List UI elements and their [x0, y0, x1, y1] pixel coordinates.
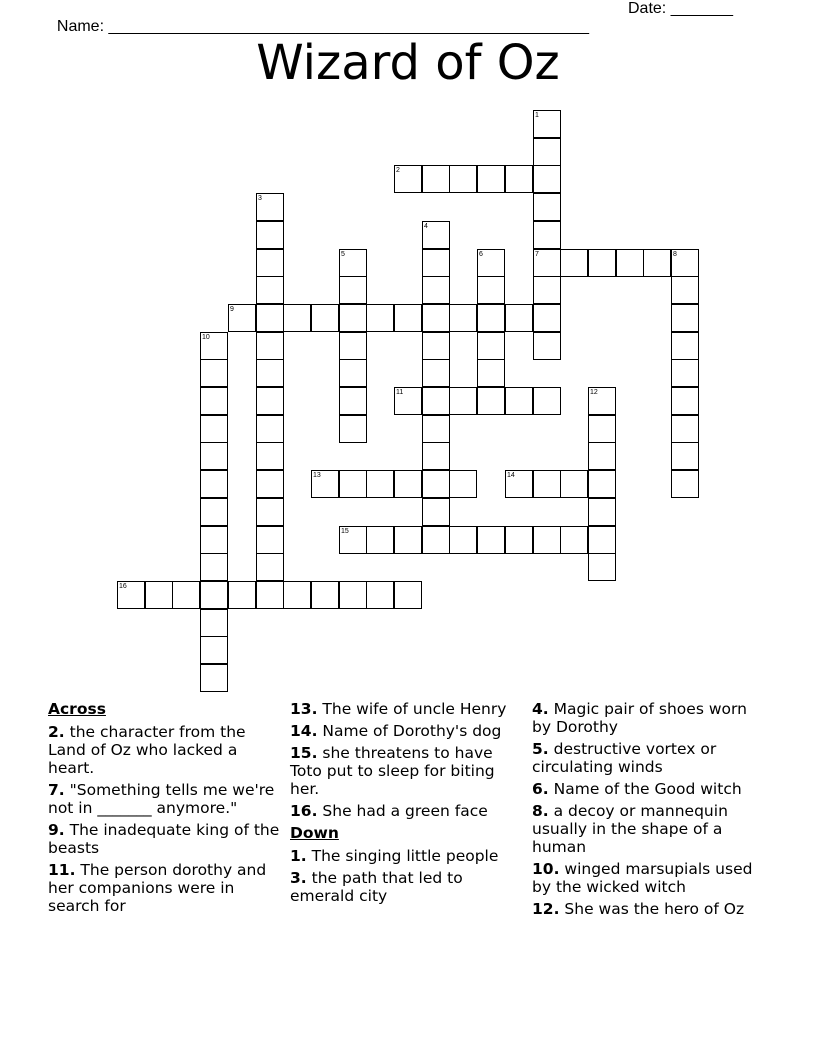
clue-across-7: 7. "Something tells me we're not in _______ anymore." [48, 781, 275, 817]
grid-cell[interactable] [339, 276, 367, 304]
grid-cell[interactable] [422, 304, 450, 332]
grid-cell[interactable] [200, 332, 228, 360]
grid-cell[interactable] [477, 526, 505, 554]
grid-cell[interactable] [394, 581, 422, 609]
grid-cell[interactable] [339, 415, 367, 443]
grid-cell[interactable] [422, 165, 450, 193]
clue-number: 10 [202, 334, 210, 341]
grid-cell[interactable] [200, 387, 228, 415]
grid-cell[interactable] [256, 526, 284, 554]
grid-cell[interactable] [256, 581, 284, 609]
clue-across-11: 11. The person dorothy and her companions were in search for [48, 861, 267, 915]
clue-column-3 [532, 700, 768, 922]
clue-down-12: 12. She was the hero of Oz [532, 900, 745, 918]
grid-cell[interactable] [422, 387, 450, 415]
grid-cell[interactable] [449, 304, 477, 332]
grid-cell[interactable] [560, 470, 588, 498]
grid-cell[interactable] [339, 332, 367, 360]
grid-cell[interactable] [366, 304, 394, 332]
grid-cell[interactable] [533, 165, 561, 193]
grid-cell[interactable] [422, 498, 450, 526]
grid-cell[interactable] [311, 304, 339, 332]
grid-cell[interactable] [172, 581, 200, 609]
grid-cell[interactable] [477, 165, 505, 193]
grid-cell[interactable] [283, 581, 311, 609]
grid-cell[interactable] [505, 304, 533, 332]
clue-number: 11 [396, 389, 404, 396]
grid-cell[interactable] [200, 470, 228, 498]
grid-cell[interactable] [422, 221, 450, 249]
grid-cell[interactable] [560, 249, 588, 277]
clue-across-9: 9. The inadequate king of the beasts [48, 821, 280, 857]
clue-number: 4 [424, 223, 428, 230]
clue-across-15: 15. she threatens to have Toto put to sleep for biting her. [290, 744, 495, 798]
clue-number: 6 [479, 251, 483, 258]
grid-cell[interactable] [145, 581, 173, 609]
grid-cell[interactable] [533, 193, 561, 221]
grid-cell[interactable] [256, 498, 284, 526]
down-heading: Down [290, 824, 339, 842]
grid-cell[interactable] [394, 526, 422, 554]
grid-cell[interactable] [256, 442, 284, 470]
grid-cell[interactable] [643, 249, 671, 277]
clue-down-3: 3. the path that led to emerald city [290, 869, 463, 905]
grid-cell[interactable] [366, 526, 394, 554]
clue-across-16: 16. She had a green face [290, 802, 488, 820]
name-field: Name: ______________________________________________________ [56, 18, 589, 35]
grid-cell[interactable] [339, 581, 367, 609]
clue-number: 9 [230, 306, 234, 313]
grid-cell[interactable] [533, 387, 561, 415]
grid-cell[interactable] [339, 249, 367, 277]
grid-cell[interactable] [505, 526, 533, 554]
grid-cell[interactable] [283, 304, 311, 332]
clue-number: 8 [673, 251, 677, 258]
grid-cell[interactable] [256, 553, 284, 581]
grid-cell[interactable] [256, 221, 284, 249]
grid-cell[interactable] [588, 498, 616, 526]
grid-cell[interactable] [671, 470, 699, 498]
clue-across-13: 13. The wife of uncle Henry [290, 700, 507, 718]
grid-cell[interactable] [256, 415, 284, 443]
across-heading: Across [48, 700, 106, 718]
grid-cell[interactable] [394, 304, 422, 332]
clue-number: 16 [119, 583, 127, 590]
grid-cell[interactable] [394, 165, 422, 193]
grid-cell[interactable] [256, 193, 284, 221]
grid-cell[interactable] [256, 332, 284, 360]
grid-cell[interactable] [560, 526, 588, 554]
grid-cell[interactable] [533, 138, 561, 166]
grid-cell[interactable] [394, 387, 422, 415]
grid-cell[interactable] [256, 470, 284, 498]
clue-number: 2 [396, 167, 400, 174]
grid-cell[interactable] [200, 442, 228, 470]
grid-cell[interactable] [477, 387, 505, 415]
clue-column-2 [290, 700, 526, 909]
grid-cell[interactable] [256, 249, 284, 277]
grid-cell[interactable] [588, 387, 616, 415]
grid-cell[interactable] [533, 110, 561, 138]
grid-cell[interactable] [449, 526, 477, 554]
grid-cell[interactable] [200, 664, 228, 692]
grid-cell[interactable] [477, 249, 505, 277]
clue-number: 15 [341, 528, 349, 535]
grid-cell[interactable] [339, 359, 367, 387]
grid-cell[interactable] [477, 359, 505, 387]
clue-number: 5 [341, 251, 345, 258]
grid-cell[interactable] [477, 332, 505, 360]
grid-cell[interactable] [588, 415, 616, 443]
grid-cell[interactable] [505, 387, 533, 415]
grid-cell[interactable] [256, 387, 284, 415]
clue-down-1: 1. The singing little people [290, 847, 499, 865]
grid-cell[interactable] [671, 304, 699, 332]
grid-cell[interactable] [671, 249, 699, 277]
grid-cell[interactable] [422, 526, 450, 554]
grid-cell[interactable] [422, 276, 450, 304]
grid-cell[interactable] [422, 332, 450, 360]
clue-number: 1 [535, 112, 539, 119]
grid-cell[interactable] [422, 359, 450, 387]
clue-number: 13 [313, 472, 321, 479]
grid-cell[interactable] [533, 332, 561, 360]
grid-cell[interactable] [311, 470, 339, 498]
grid-cell[interactable] [588, 249, 616, 277]
grid-cell[interactable] [533, 526, 561, 554]
grid-cell[interactable] [671, 387, 699, 415]
grid-cell[interactable] [533, 221, 561, 249]
grid-cell[interactable] [588, 442, 616, 470]
grid-cell[interactable] [200, 359, 228, 387]
grid-cell[interactable] [200, 609, 228, 637]
grid-cell[interactable] [671, 276, 699, 304]
date-field: Date: _______ [628, 0, 733, 17]
clue-down-6: 6. Name of the Good witch [532, 780, 742, 798]
grid-cell[interactable] [422, 470, 450, 498]
grid-cell[interactable] [394, 470, 422, 498]
clue-across-2: 2. the character from the Land of Oz who lacked a heart. [48, 723, 246, 777]
grid-cell[interactable] [533, 304, 561, 332]
grid-cell[interactable] [671, 332, 699, 360]
grid-cell[interactable] [588, 553, 616, 581]
grid-cell[interactable] [200, 553, 228, 581]
clue-down-10: 10. winged marsupials used by the wicked witch [532, 860, 753, 896]
clue-down-4: 4. Magic pair of shoes worn by Dorothy [532, 700, 747, 736]
grid-cell[interactable] [339, 470, 367, 498]
clue-down-5: 5. destructive vortex or circulating winds [532, 740, 717, 776]
grid-cell[interactable] [449, 165, 477, 193]
grid-cell[interactable] [200, 498, 228, 526]
grid-cell[interactable] [616, 249, 644, 277]
grid-cell[interactable] [256, 276, 284, 304]
grid-cell[interactable] [588, 526, 616, 554]
grid-cell[interactable] [671, 442, 699, 470]
grid-cell[interactable] [366, 581, 394, 609]
grid-cell[interactable] [588, 470, 616, 498]
grid-cell[interactable] [671, 359, 699, 387]
clue-number: 7 [535, 251, 539, 258]
grid-cell[interactable] [339, 526, 367, 554]
grid-cell[interactable] [117, 581, 145, 609]
grid-cell[interactable] [477, 304, 505, 332]
clue-down-8: 8. a decoy or mannequin usually in the shape of a human [532, 802, 728, 856]
grid-cell[interactable] [366, 470, 394, 498]
grid-cell[interactable] [449, 387, 477, 415]
grid-cell[interactable] [505, 470, 533, 498]
grid-cell[interactable] [671, 415, 699, 443]
grid-cell[interactable] [228, 581, 256, 609]
grid-cell[interactable] [256, 304, 284, 332]
grid-cell[interactable] [449, 470, 477, 498]
page-title: Wizard of Oz [256, 35, 560, 91]
clue-number: 14 [507, 472, 515, 479]
grid-cell[interactable] [533, 276, 561, 304]
grid-cell[interactable] [477, 276, 505, 304]
grid-cell[interactable] [256, 359, 284, 387]
grid-cell[interactable] [200, 526, 228, 554]
grid-cell[interactable] [228, 304, 256, 332]
grid-cell[interactable] [200, 636, 228, 664]
clue-number: 3 [258, 195, 262, 202]
grid-cell[interactable] [200, 581, 228, 609]
grid-cell[interactable] [200, 415, 228, 443]
clue-number: 12 [590, 389, 598, 396]
grid-cell[interactable] [505, 165, 533, 193]
grid-cell[interactable] [422, 415, 450, 443]
grid-cell[interactable] [339, 304, 367, 332]
grid-cell[interactable] [533, 249, 561, 277]
grid-cell[interactable] [311, 581, 339, 609]
clue-across-14: 14. Name of Dorothy's dog [290, 722, 502, 740]
grid-cell[interactable] [533, 470, 561, 498]
clue-column-1 [48, 700, 284, 919]
grid-cell[interactable] [339, 387, 367, 415]
grid-cell[interactable] [422, 249, 450, 277]
grid-cell[interactable] [422, 442, 450, 470]
